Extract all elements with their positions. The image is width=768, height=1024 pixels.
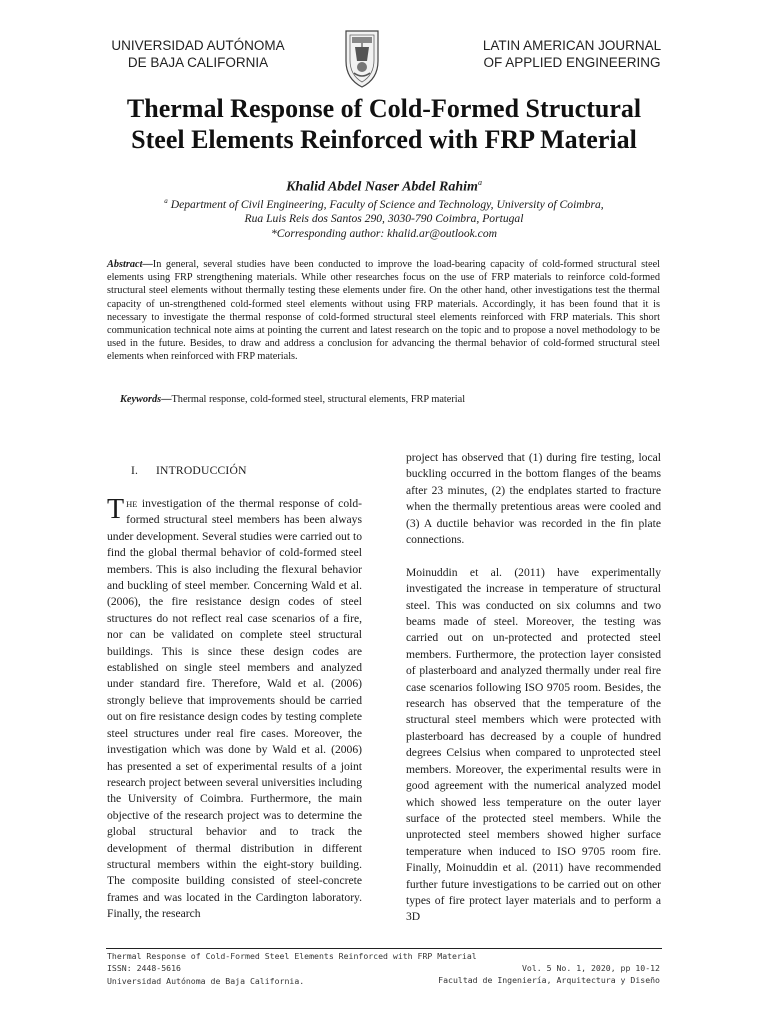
- author-name: Khalid Abdel Naser Abdel Rahim: [286, 179, 478, 195]
- left-column-paragraph: [107, 496, 362, 923]
- footer-right: [438, 962, 660, 987]
- affiliation-line1: $^a$ Department of Civil Engineering, Faculty of Science and Technology, University of Coimbra,: [164, 197, 604, 211]
- paper-title-line2: Steel Elements Reinforced with FRP Material: [131, 125, 637, 154]
- section-number: I.: [131, 464, 139, 477]
- right-column: [406, 450, 661, 926]
- header-journal-line1: LATIN AMERICAN JOURNAL: [482, 38, 662, 53]
- keywords: [120, 393, 660, 406]
- footer-volume: Vol. 5 No. 1, 2020, pp 10-12: [521, 963, 660, 973]
- abstract: [107, 258, 660, 364]
- author-sup: a: [477, 178, 482, 187]
- header-university: [108, 37, 288, 71]
- left-column: [107, 496, 362, 923]
- footer-faculty: Facultad de Ingeniería, Arquitectura y Diseño: [438, 975, 660, 986]
- section-heading: [131, 464, 247, 477]
- header-journal: [474, 37, 670, 71]
- header-university-line2: DE BAJA CALIFORNIA: [127, 55, 269, 70]
- affiliation-sup: a: [164, 197, 168, 205]
- header-university-line1: UNIVERSIDAD AUTÓNOMA: [111, 38, 285, 53]
- keywords-dash: —: [161, 394, 172, 405]
- footer-divider: [106, 948, 662, 949]
- paper-title: [60, 93, 708, 155]
- corresponding-author: *Corresponding author: khalid.ar@outlook.com: [271, 226, 497, 240]
- affiliation: [100, 194, 668, 241]
- drop-cap: T: [107, 494, 125, 525]
- section-title: INTRODUCCIÓN: [156, 464, 247, 477]
- footer-issn: ISSN: 2448-5616: [107, 963, 181, 974]
- right-column-paragraph-2: Moinuddin et al. (2011) have experimentally investigated the increase in temperature of structural steel. This was conducted on six columns and two beams made of steel. Moreover, the testing was carried out on un-protected and protected steel members. Furthermore, the protection layer consisted of plasterboard and analyzed thermally under real fire case scenarios following ISO 9705 room. Besides, the research has observed that the temperature of the structural steel members which were protected with plasterboard has decreased by a couple of hundred degrees Celsius when compared to unprotected steel members. Moreover, the experimental results were in good agreement with the numerical analyzed model which showed less temperature on the outer layer surface of the protected steel members. While the unprotected steel members showed higher surface temperature when induced to ISO 9705 room fire. Finally, Moinuddin et al. (2011) have recommended further future investigations to be carried out on other types of fire protect layer materials and to perform a 3D: [406, 565, 661, 924]
- header-journal-line2: OF APPLIED ENGINEERING: [483, 55, 661, 70]
- small-caps-lead: HE: [126, 499, 138, 509]
- paper-title-line1: Thermal Response of Cold-Formed Structural: [126, 94, 642, 123]
- abstract-dash: —: [142, 259, 153, 270]
- author-line: [100, 174, 668, 196]
- abstract-text: In general, several studies have been conducted to improve the load-bearing capacity of cold-formed structural steel elements using FRP strengthening materials. While other researches focus on the use of FRP materials to reinforce cold-formed structural steel elements without thermally testing these elements under fire. On the other hand, other investigations test the thermal capacity of un-strengthened cold-formed steel elements without using FRP materials. Accordingly, it has been found that it is necessary to investigate the thermal response of cold-formed structural steel elements reinforced with FRP materials. This short communication technical note aims at pointing the current and latest research on the topic and to propose a novel methodology to be used in the future. Besides, to draw and address a conclusion for advancing the thermal behavior of cold-formed structural steel elements when reinforced with FRP materials.: [107, 259, 660, 363]
- left-column-text: investigation of the thermal response of cold-formed structural steel members has been always under development. Several studies were carried out to find the global thermal behavior of cold-formed steel members. This is also including the flexural behavior and buckling of steel member. Concerning Wald et al. (2006), the fire resistance design codes of steel structures do not reflect real case scenarios of a fire, nor can be validated on complete steel structural buildings. This is since these design codes are established on single steel members and analyzed under standard fire. Therefore, Wald et al. (2006) strongly believe that improvements should be carried out on fire resistance design codes by testing complete steel structures under real fire cases. Moreover, the investigation which was done by Wald et al. (2006) has presented a set of experimental results of a joint research project between several universities including the University of Coimbra. Furthermore, the main objective of the research project was to determine the global structural behavior and to track the development of thermal distribution in different structural members within the eight-story building. The composite building consisted of steel-concrete frames and was located in the Cardington laboratory. Finally, the research: [107, 497, 362, 921]
- university-shield-logo: [343, 27, 381, 89]
- abstract-label: Abstract: [107, 259, 143, 270]
- footer-university: Universidad Autónoma de Baja California.: [107, 975, 305, 986]
- footer-running-title: Thermal Response of Cold-Formed Steel Elements Reinforced with FRP Material: [107, 951, 477, 961]
- affiliation-line2: Rua Luis Reis dos Santos 290, 3030-790 Coimbra, Portugal: [244, 212, 524, 226]
- right-column-paragraph-1: project has observed that (1) during fire testing, local buckling occurred in the bottom flanges of the beams after 23 minutes, (2) the endplates started to fracture when the thermally pretentious areas were cooled and (3) A ductile behavior was recorded in the fin plate connections.: [406, 451, 661, 547]
- keywords-label: Keywords: [120, 394, 162, 405]
- keywords-text: Thermal response, cold-formed steel, structural elements, FRP material: [171, 394, 466, 405]
